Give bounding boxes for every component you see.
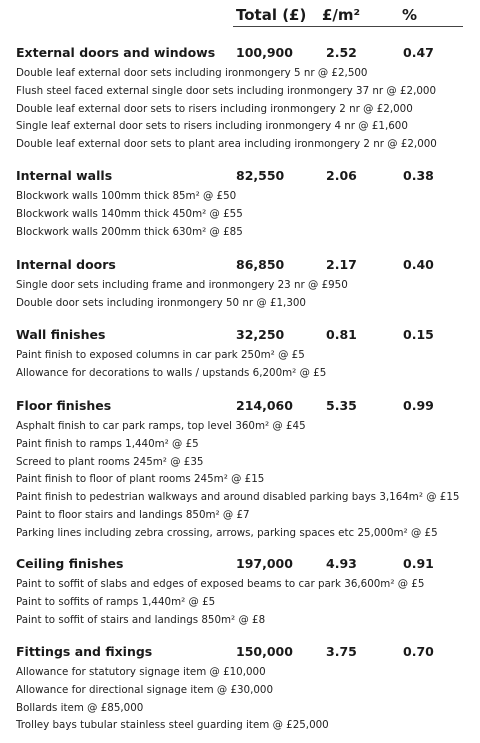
line-item: Paint to soffit of slabs and edges of exposed beams to car park 36,600m² @ £5 [16, 578, 425, 590]
section-percent: 0.99 [403, 398, 434, 413]
cost-section [0, 257, 480, 313]
section-items [0, 65, 480, 154]
cost-section [0, 556, 480, 629]
section-total: 150,000 [236, 644, 293, 659]
section-per-m2: 2.52 [326, 45, 357, 60]
section-percent: 0.70 [403, 644, 434, 659]
line-item: Paint to floor stairs and landings 850m² @ £7 [16, 508, 250, 521]
section-per-m2: 5.35 [326, 398, 357, 413]
line-item: Double leaf external door sets including ironmongery 5 nr @ £2,500 [16, 67, 368, 79]
section-header [0, 398, 480, 416]
line-item: Double leaf external door sets to risers including ironmongery 2 nr @ £2,000 [16, 102, 413, 115]
line-item: Asphalt finish to car park ramps, top level 360m² @ £45 [16, 420, 306, 432]
line-item: Blockwork walls 100mm thick 85m² @ £50 [16, 190, 237, 202]
section-header [0, 257, 480, 275]
line-item: Paint finish to ramps 1,440m² @ £5 [16, 437, 199, 450]
section-title: Fittings and fixings [16, 644, 153, 659]
line-item: Allowance for directional signage item @ £30,000 [16, 683, 274, 696]
section-per-m2: 2.06 [326, 168, 357, 183]
line-item: Flush steel faced external single door sets including ironmongery 37 nr @ £2,000 [16, 84, 437, 97]
section-title: External doors and windows [16, 45, 216, 60]
column-header [0, 6, 480, 28]
section-items [0, 347, 480, 383]
section-per-m2: 4.93 [326, 556, 357, 571]
line-item: Paint finish to exposed columns in car park 250m² @ £5 [16, 349, 305, 361]
section-total: 82,550 [236, 168, 285, 183]
line-item: Single leaf external door sets to risers including ironmongery 4 nr @ £1,600 [16, 120, 408, 133]
line-item: Paint finish to pedestrian walkways and around disabled parking bays 3,164m² @ £15 [16, 491, 460, 504]
section-percent: 0.15 [403, 327, 434, 342]
section-header [0, 168, 480, 186]
section-title: Ceiling finishes [16, 556, 124, 571]
section-total: 100,900 [236, 45, 293, 60]
section-items [0, 576, 480, 629]
section-title: Wall finishes [16, 327, 106, 342]
cost-section [0, 45, 480, 154]
line-item: Single door sets including frame and ironmongery 23 nr @ £950 [16, 279, 348, 291]
section-total: 32,250 [236, 327, 285, 342]
section-header [0, 644, 480, 662]
line-item: Double door sets including ironmongery 50 nr @ £1,300 [16, 296, 306, 309]
section-percent: 0.38 [403, 168, 434, 183]
header-total: Total (£) [236, 6, 307, 24]
section-header [0, 327, 480, 345]
section-header [0, 45, 480, 63]
line-item: Screed to plant rooms 245m² @ £35 [16, 455, 204, 468]
section-per-m2: 3.75 [326, 644, 357, 659]
line-item: Blockwork walls 140mm thick 450m² @ £55 [16, 207, 243, 220]
cost-section [0, 644, 480, 735]
section-title: Internal doors [16, 257, 116, 272]
line-item: Double leaf external door sets to plant area including ironmongery 2 nr @ £2,000 [16, 138, 437, 151]
line-item: Trolley bays tubular stainless steel guarding item @ £25,000 [16, 719, 329, 732]
section-total: 197,000 [236, 556, 293, 571]
line-item: Bollards item @ £85,000 [16, 701, 144, 714]
cost-section [0, 398, 480, 543]
line-item: Paint to soffits of ramps 1,440m² @ £5 [16, 595, 216, 608]
cost-section [0, 168, 480, 241]
header-per-m2: £/m² [322, 6, 361, 24]
line-item: Paint finish to floor of plant rooms 245m² @ £15 [16, 473, 265, 486]
section-per-m2: 0.81 [326, 327, 357, 342]
cost-section [0, 327, 480, 383]
section-percent: 0.91 [403, 556, 434, 571]
line-item: Paint to soffit of stairs and landings 850m² @ £8 [16, 613, 266, 626]
section-title: Internal walls [16, 168, 113, 183]
line-item: Parking lines including zebra crossing, arrows, parking spaces etc 25,000m² @ £5 [16, 526, 438, 539]
header-percent: % [402, 6, 418, 24]
line-item: Allowance for decorations to walls / upstands 6,200m² @ £5 [16, 366, 327, 379]
section-percent: 0.40 [403, 257, 434, 272]
section-title: Floor finishes [16, 398, 112, 413]
line-item: Blockwork walls 200mm thick 630m² @ £85 [16, 225, 243, 238]
header-rule [233, 26, 463, 27]
section-items [0, 418, 480, 543]
section-total: 214,060 [236, 398, 293, 413]
line-item: Allowance for statutory signage item @ £10,000 [16, 666, 266, 678]
section-total: 86,850 [236, 257, 285, 272]
section-items [0, 277, 480, 313]
section-header [0, 556, 480, 574]
section-items [0, 664, 480, 735]
section-per-m2: 2.17 [326, 257, 357, 272]
section-percent: 0.47 [403, 45, 434, 60]
section-items [0, 188, 480, 241]
